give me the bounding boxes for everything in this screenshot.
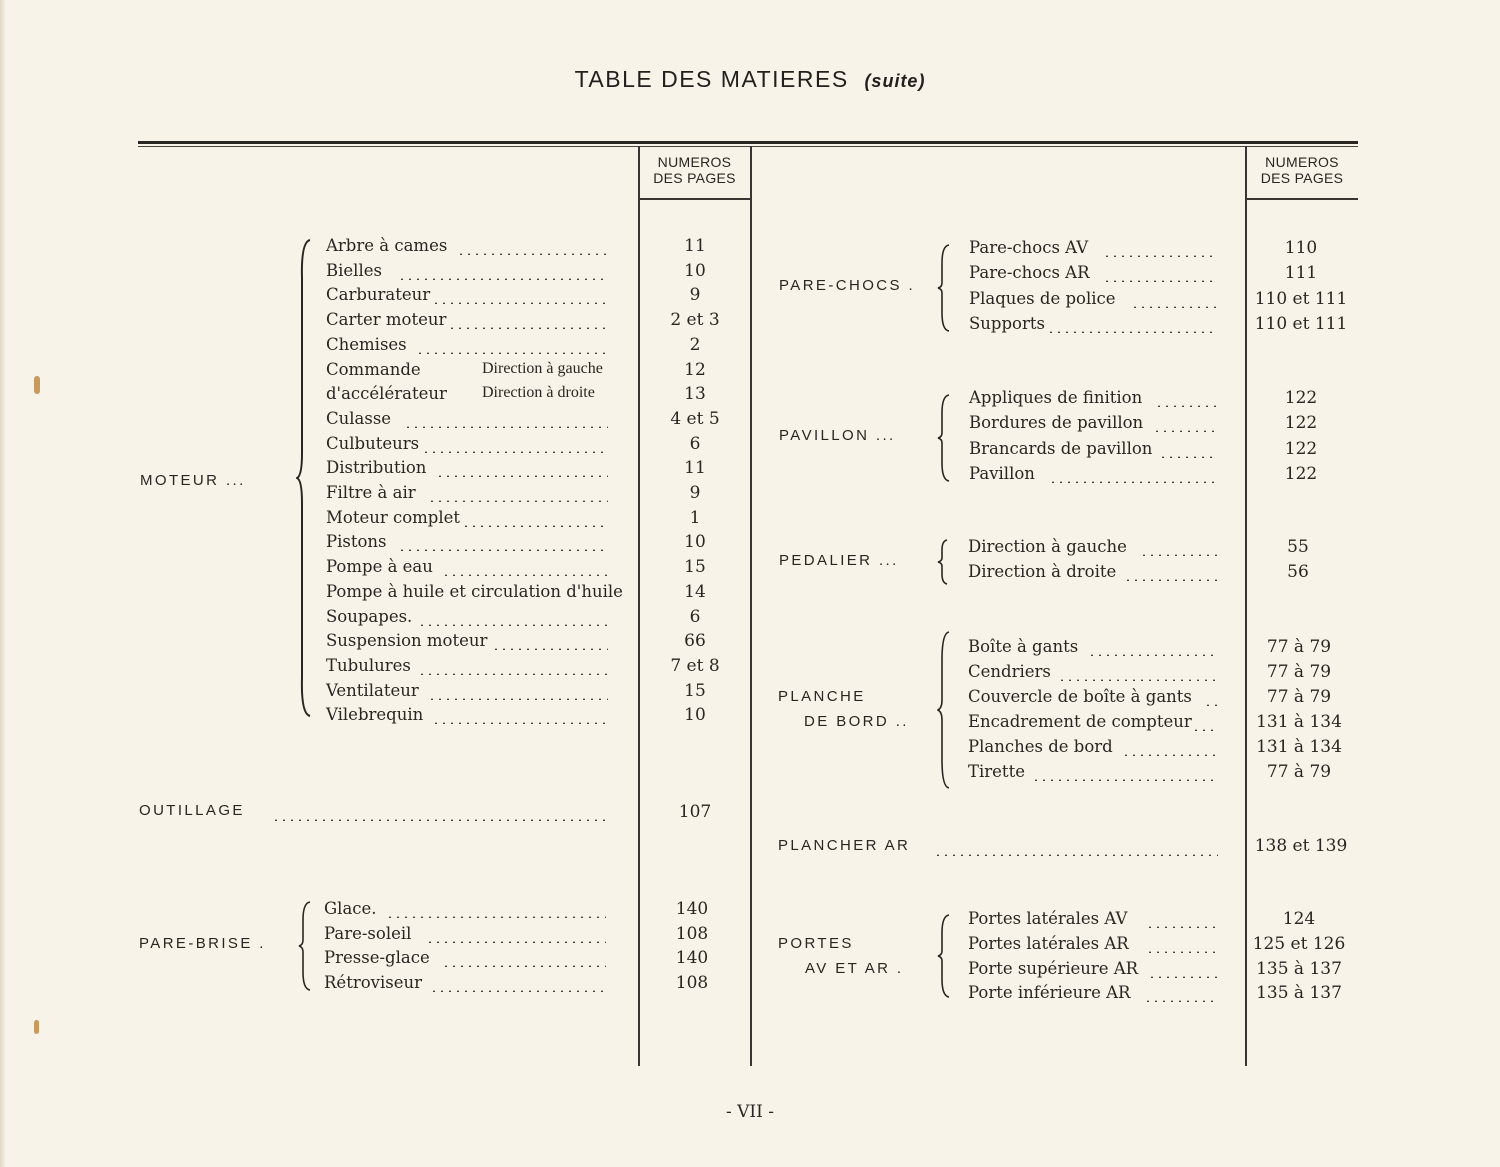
entry-page: 77 à 79 xyxy=(1266,637,1332,657)
entry-page: 122 xyxy=(1284,463,1318,484)
leader-dots xyxy=(1148,976,1218,978)
entry-label: Pare-chocs AV xyxy=(969,238,1089,257)
leader-dots xyxy=(1155,405,1218,407)
entry-label: Culbuteurs xyxy=(326,433,420,453)
leader-dots xyxy=(1103,280,1218,282)
entry-page: 56 xyxy=(1287,562,1309,582)
leader-dots xyxy=(432,302,608,304)
entry-page: 131 à 134 xyxy=(1256,712,1342,732)
leader-dots xyxy=(1058,679,1218,681)
title-suffix: (suite) xyxy=(864,71,926,91)
entry-label: Supports xyxy=(969,313,1045,333)
leader-dots xyxy=(432,722,608,724)
entry-label: Arbre à cames xyxy=(326,236,448,255)
page-outillage: 107 xyxy=(678,802,712,822)
entry-page: 108 xyxy=(675,972,709,993)
entry-page: 6 xyxy=(689,606,701,627)
entry-page: 2 et 3 xyxy=(670,310,720,331)
entry-page: 7 et 8 xyxy=(670,655,720,676)
entry-label: Direction à droite xyxy=(968,562,1117,581)
entry-label: Distribution xyxy=(326,458,427,478)
leader-dots xyxy=(1088,654,1218,656)
entry-label: Presse-glace xyxy=(324,948,430,967)
entry-page: 11 xyxy=(684,236,706,256)
entry-page: 4 et 5 xyxy=(670,408,720,429)
entry-page: 110 xyxy=(1284,238,1318,258)
right-page-column-header xyxy=(1246,154,1358,186)
entry-label: Glace. xyxy=(324,899,377,918)
entry-label: Porte inférieure AR xyxy=(968,983,1131,1003)
entry-label: Carter moteur xyxy=(326,310,447,330)
entry-label: Bielles xyxy=(326,260,382,280)
entry-label: Soupapes. xyxy=(326,606,413,626)
leader-dots xyxy=(1122,754,1218,756)
leader-dots xyxy=(426,941,606,943)
entry-label: Cendriers xyxy=(968,662,1051,681)
entry-page: 10 xyxy=(684,532,706,553)
category-pedalier: PEDALIER ... xyxy=(779,552,899,569)
entry-page: 124 xyxy=(1282,909,1316,929)
category-portes-line2: AV ET AR . xyxy=(805,960,904,977)
leader-dots xyxy=(1103,255,1218,257)
entry-label: Brancards de pavillon xyxy=(969,438,1153,458)
leader-dots xyxy=(442,965,606,967)
leader-dots xyxy=(418,673,608,675)
leader-dots xyxy=(462,525,608,527)
leader-dots xyxy=(386,916,606,918)
leader-dots xyxy=(428,500,608,502)
entry-page: 2 xyxy=(689,334,701,355)
leader-dots xyxy=(1144,1000,1218,1002)
leader-dots xyxy=(1131,306,1218,308)
leader-dots xyxy=(418,624,608,626)
leader-dots xyxy=(436,475,608,477)
leader-dots xyxy=(934,854,1218,856)
entry-page: 9 xyxy=(689,285,701,306)
leader-dots xyxy=(448,327,608,329)
entry-sublabel: Direction à droite xyxy=(482,384,595,402)
entry-label: Plaques de police xyxy=(969,288,1116,308)
category-portes-line1: PORTES xyxy=(778,935,854,952)
entry-page: 10 xyxy=(684,705,706,726)
entry-page: 135 à 137 xyxy=(1256,983,1342,1004)
entry-label: Porte supérieure AR xyxy=(968,958,1139,978)
left-page-column-border-right xyxy=(750,146,752,1066)
leader-dots xyxy=(430,990,606,992)
entry-page: 55 xyxy=(1287,537,1309,557)
header-line-2: DES PAGES xyxy=(1260,170,1344,186)
brace-portes xyxy=(937,913,953,999)
page-title xyxy=(0,66,1500,93)
entry-page: 122 xyxy=(1284,438,1318,459)
leader-dots xyxy=(428,698,608,700)
entry-label: Tubulures xyxy=(326,655,411,675)
entry-page: 15 xyxy=(684,680,706,701)
entry-page: 77 à 79 xyxy=(1266,662,1332,682)
paper-stain xyxy=(34,376,40,394)
page-plancher-ar: 138 et 139 xyxy=(1254,836,1348,856)
entry-label: Carburateur xyxy=(326,285,431,305)
leader-dots xyxy=(1146,926,1218,928)
entry-page: 110 et 111 xyxy=(1254,288,1348,309)
entry-page: 135 à 137 xyxy=(1256,958,1342,979)
leader-dots xyxy=(398,549,608,551)
entry-label: Appliques de finition xyxy=(969,388,1143,407)
leader-dots xyxy=(416,352,608,354)
leader-dots xyxy=(1032,779,1218,781)
entry-label: Tirette xyxy=(968,762,1025,781)
entry-label: Bordures de pavillon xyxy=(969,413,1144,433)
entry-page: 122 xyxy=(1284,413,1318,434)
leader-dots xyxy=(457,253,608,255)
brace-pavillon xyxy=(937,393,953,483)
entry-page: 122 xyxy=(1284,388,1318,408)
entry-page: 10 xyxy=(684,260,706,281)
entry-label: Planches de bord xyxy=(968,737,1113,756)
entry-label: Pavillon xyxy=(969,463,1035,483)
leader-dots xyxy=(1159,456,1218,458)
entry-page: 15 xyxy=(684,557,706,578)
entry-label: Portes latérales AV xyxy=(968,909,1128,928)
category-pavillon: PAVILLON ... xyxy=(779,427,896,444)
leader-dots xyxy=(272,819,608,821)
entry-page: 110 et 111 xyxy=(1254,313,1348,334)
entry-label: Rétroviseur xyxy=(324,972,422,992)
brace-pare-brise xyxy=(298,900,314,992)
leader-dots xyxy=(1153,430,1218,432)
leader-dots xyxy=(1124,579,1218,581)
entry-label: Chemises xyxy=(326,334,407,354)
header-line-2: DES PAGES xyxy=(653,170,736,186)
entry-label: d'accélérateur xyxy=(326,384,447,404)
entry-page: 140 xyxy=(675,899,709,919)
entry-label: Culasse xyxy=(326,408,392,428)
leader-dots xyxy=(1140,554,1218,556)
entry-page: 11 xyxy=(684,458,706,479)
category-plancher-ar: PLANCHER AR xyxy=(778,837,911,854)
entry-label: Boîte à gants xyxy=(968,637,1079,656)
entry-page: 6 xyxy=(689,433,701,454)
entry-page: 12 xyxy=(684,359,706,380)
entry-page: 108 xyxy=(675,923,709,944)
right-page-column-header-rule xyxy=(1245,198,1358,200)
left-page-column-header xyxy=(639,154,750,186)
entry-page: 9 xyxy=(689,483,701,503)
entry-sublabel: Direction à gauche xyxy=(482,359,603,377)
entry-label: Couvercle de boîte à gants xyxy=(968,687,1192,706)
category-moteur: MOTEUR ... xyxy=(140,472,246,489)
entry-label: Suspension moteur xyxy=(326,631,488,651)
leader-dots xyxy=(422,451,608,453)
entry-page: 131 à 134 xyxy=(1256,737,1342,757)
leader-dots xyxy=(492,648,608,650)
leader-dots xyxy=(1146,951,1218,953)
header-line-1: NUMEROS xyxy=(1265,154,1339,170)
entry-label: Direction à gauche xyxy=(968,537,1127,556)
title-text: TABLE DES MATIERES xyxy=(574,66,849,92)
entry-page: 111 xyxy=(1284,263,1318,284)
leader-dots xyxy=(404,426,608,428)
entry-label: Encadrement de compteur xyxy=(968,712,1192,731)
header-rule-thin xyxy=(138,146,1358,147)
entry-page: 13 xyxy=(684,384,706,405)
leader-dots xyxy=(1049,481,1218,483)
header-line-1: NUMEROS xyxy=(657,154,732,170)
category-outillage: OUTILLAGE xyxy=(139,802,245,819)
category-pare-brise: PARE-BRISE . xyxy=(139,935,266,952)
entry-page: 140 xyxy=(675,948,709,968)
page-number-footer: - VII - xyxy=(725,1102,774,1122)
left-page-column-header-rule xyxy=(638,198,751,200)
entry-page: 14 xyxy=(684,581,706,602)
entry-label: Filtre à air xyxy=(326,483,416,502)
leader-dots xyxy=(398,278,608,280)
entry-page: 77 à 79 xyxy=(1266,762,1332,782)
brace-moteur xyxy=(296,238,314,718)
brace-planche xyxy=(937,630,953,790)
entry-label: Pare-soleil xyxy=(324,923,412,943)
leader-dots xyxy=(1192,729,1218,731)
entry-page: 77 à 79 xyxy=(1266,687,1332,707)
header-rule xyxy=(138,141,1358,144)
entry-label: Pompe à huile et circulation d'huile xyxy=(326,581,623,601)
entry-label: Ventilateur xyxy=(326,680,419,700)
entry-label: Commande xyxy=(326,359,421,379)
brace-pedalier xyxy=(937,538,953,586)
entry-label: Vilebrequin xyxy=(326,705,424,725)
entry-page: 125 et 126 xyxy=(1252,933,1346,954)
entry-label: Pompe à eau xyxy=(326,557,433,577)
entry-label: Pistons xyxy=(326,532,387,552)
leader-dots xyxy=(1204,704,1218,706)
leader-dots xyxy=(1047,331,1218,333)
category-pare-chocs: PARE-CHOCS . xyxy=(779,277,916,294)
leader-dots xyxy=(442,574,608,576)
entry-label: Portes latérales AR xyxy=(968,933,1129,953)
category-planche-line2: DE BORD .. xyxy=(804,713,909,730)
entry-label: Moteur complet xyxy=(326,507,461,527)
page-edge-shadow xyxy=(0,0,6,1167)
category-planche-line1: PLANCHE xyxy=(778,688,866,705)
paper-stain xyxy=(34,1020,39,1034)
entry-label: Pare-chocs AR xyxy=(969,263,1090,283)
brace-pare-chocs xyxy=(937,243,953,333)
entry-page: 1 xyxy=(689,507,701,528)
entry-page: 66 xyxy=(684,631,706,652)
